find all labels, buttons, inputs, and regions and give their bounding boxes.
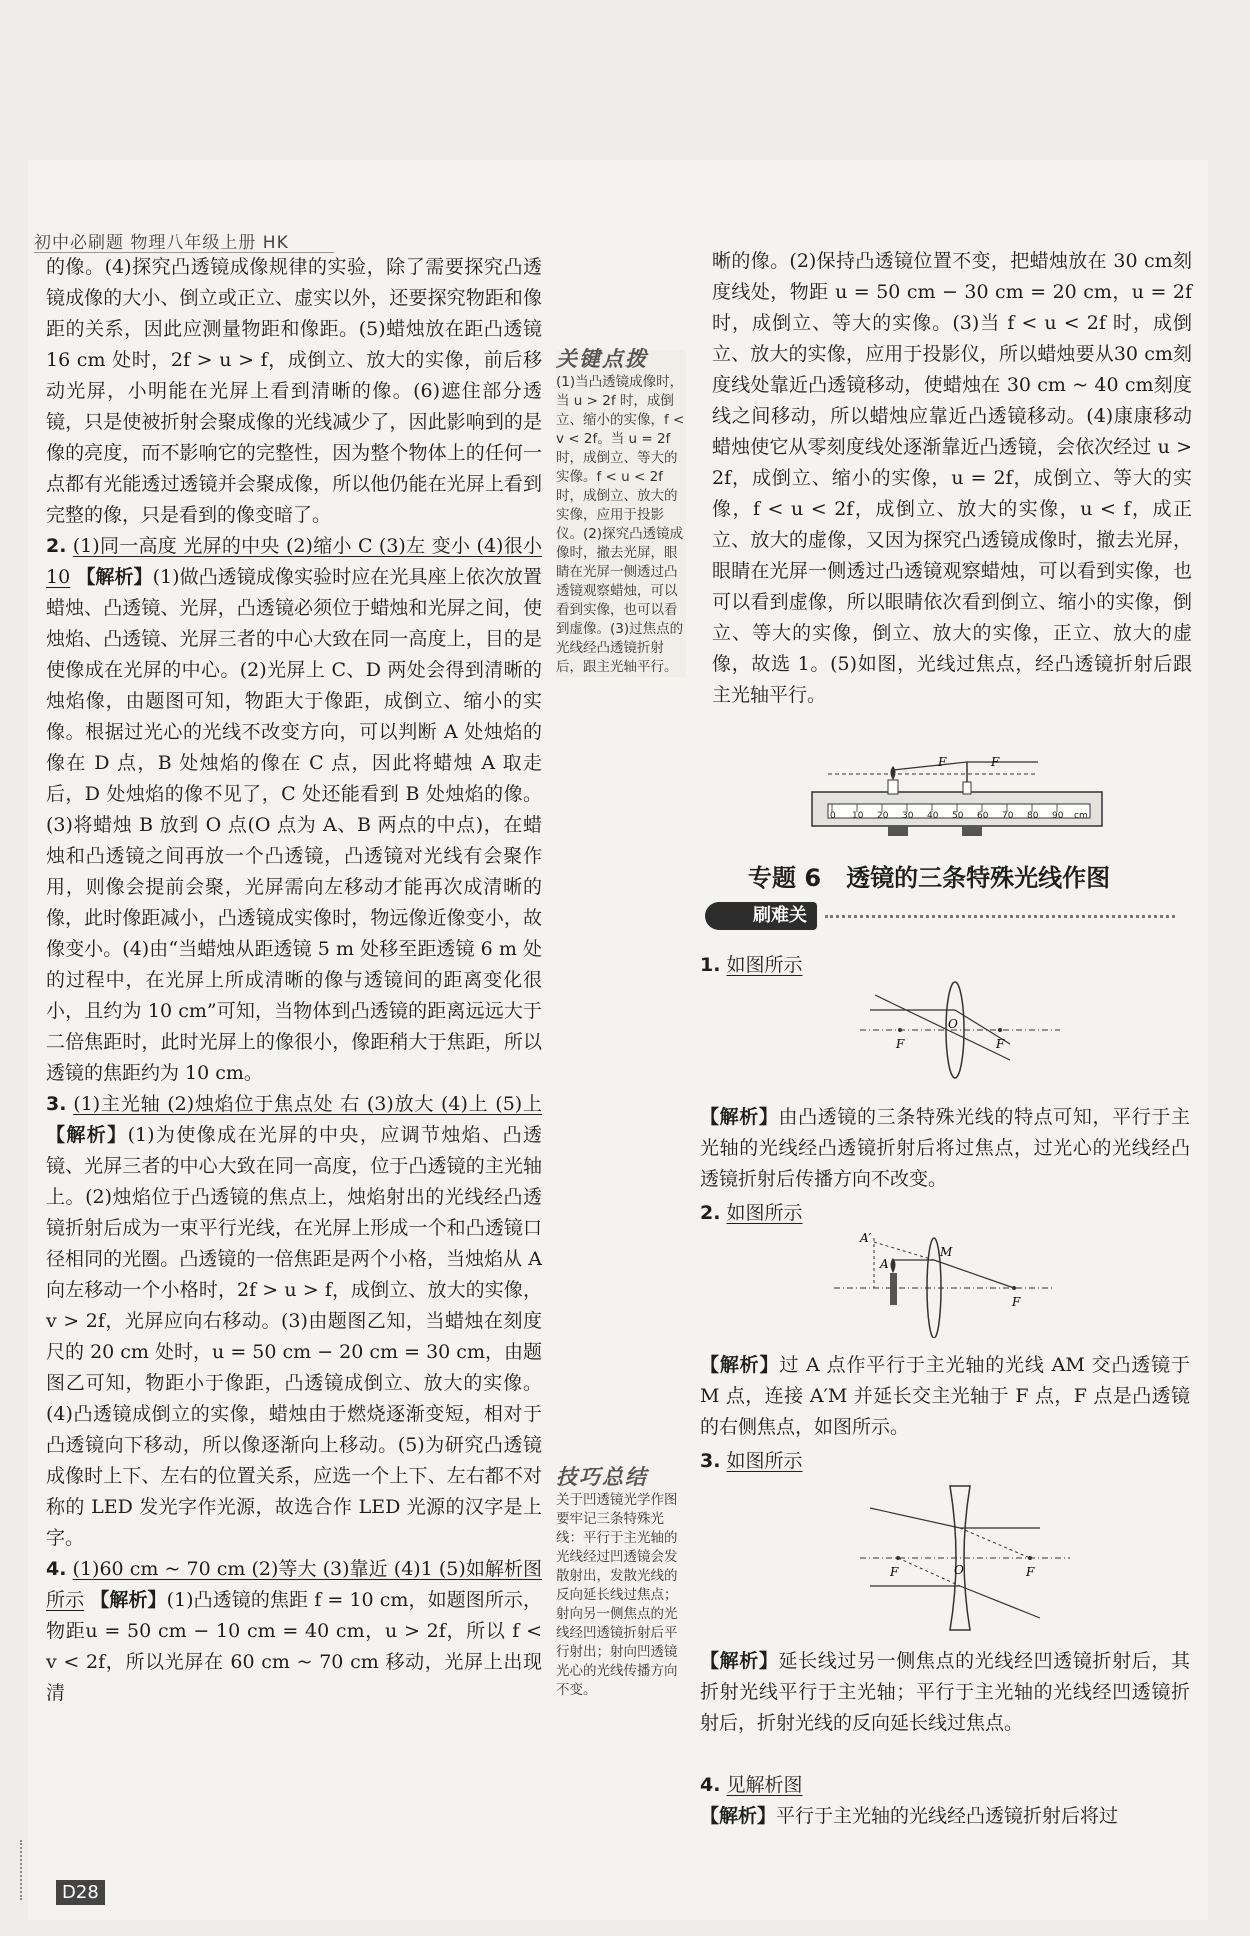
right-para-continued: 晰的像。(2)保持凸透镜位置不变，把蜡烛放在 30 cm刻度线处，物距 u = 50 cm − 30 cm = 20 cm，u = 2f 时，成倒立、等大的实像。(3)当 f < u < 2f 时，成倒立、放大的实像，应用于投影仪，所以蜡烛要从30 cm刻度线处靠近凸透镜移动，使蜡烛在 30 cm ~ 40 cm刻度线之间移动，所以蜡烛应靠近凸透镜移动。(4)康康移动蜡烛使它从零刻度线处逐渐靠近凸透镜，会依次经过 u > 2f，成倒立、缩小的实像，u = 2f，成倒立、等大的实像，f < u < 2f，成倒立、放大的实像，u < f，成正立、放大的虚像，又因为探究凸透镜成像时，撤去光屏，眼睛在光屏一侧透过凸透镜观察蜡烛，可以看到实像，也可以看到虚像，所以眼睛依次看到倒立、缩小的实像，倒立、等大的实像，倒立、放大的实像，正立、放大的虚像，故选 1。(5)如图，光线过焦点，经凸透镜折射后跟主光轴平行。 (712, 250, 1192, 706)
topic-title: 透镜的三条特殊光线作图 (846, 864, 1111, 892)
concave-lens-diagram (850, 1478, 1080, 1638)
bench-tick: cm (1074, 811, 1088, 821)
incidence-point-label: M (940, 1245, 953, 1259)
page-number: D28 (56, 1880, 105, 1905)
q-number: 3. (700, 1450, 721, 1472)
optical-center-label: O (954, 1563, 964, 1577)
convex-lens-diagram-2 (834, 1228, 1054, 1338)
sidebar-text: 关于凹透镜光学作图要牢记三条特殊光线：平行于主光轴的光线经过凹透镜会发散射出，发散光线的反向延长线过焦点；射向另一侧焦点的光线经凹透镜折射后平行射出；射向凹透镜光心的光线传播方向不变。 (556, 1492, 678, 1698)
bench-tick: 0 (830, 811, 836, 821)
object-point-label: A (880, 1257, 889, 1271)
optical-center-label: O (948, 1017, 958, 1031)
item-answer: (1)主光轴 (2)烛焰位于焦点处 右 (3)放大 (4)上 (5)上 (73, 1093, 542, 1115)
analysis-text: 延长线过另一侧焦点的光线经凹透镜折射后，其折射光线平行于主光轴；平行于主光轴的光线经凹透镜折射后，折射光线的反向延长线过焦点。 (700, 1650, 1190, 1734)
analysis-tag: 【解析】 (76, 566, 153, 588)
bench-tick: 80 (1027, 811, 1039, 821)
bench-tick: 20 (877, 811, 889, 821)
q-answer: 如图所示 (726, 954, 803, 976)
item-answer: (1)60 cm ~ 70 cm (2)等大 (3)靠近 (4)1 (5)如解析图所示 (46, 1558, 542, 1611)
banner-badge: 刷难关 (705, 902, 817, 930)
banner-dots (825, 915, 1175, 918)
analysis-tag: 【解析】 (700, 1106, 779, 1128)
answer-item-2 (46, 531, 542, 1089)
bench-tick: 90 (1052, 811, 1064, 821)
question-3 (700, 1446, 1190, 1477)
item-analysis: (1)凸透镜的焦距 f = 10 cm，如题图所示，物距u = 50 cm − 10 cm = 40 cm，u > 2f，所以 f < v < 2f，所以光屏在 60 cm ~ 70 cm 移动，光屏上出现清 (46, 1589, 542, 1704)
bench-tick: 30 (902, 811, 914, 821)
section-banner (703, 900, 1183, 934)
answer-item-4 (46, 1554, 542, 1709)
q-number: 4. (700, 1774, 721, 1796)
item-number: 3. (46, 1093, 67, 1115)
item-analysis: (1)做凸透镜成像实验时应在光具座上依次放置蜡烛、凸透镜、光屏，凸透镜必须位于蜡烛和光屏之间，使烛焰、凸透镜、光屏三者的中心大致在同一高度上，目的是使像成在光屏的中心。(2)光屏上 C、D 两处会得到清晰的烛焰像，由题图可知，物距大于像距，成倒立、缩小的实像。根据过光心的光线不改变方向，可以判断 A 处烛焰的像在 D 点，B 处烛焰的像在 C 点，因此将蜡烛 A 取走后，D 处烛焰的像不见了，C 处还能看到 B 处烛焰的像。(3)将蜡烛 B 放到 O 点(O 点为 A、B 两点的中点)，在蜡烛和凸透镜之间再放一个凸透镜，凸透镜对光线有会聚作用，则像会提前会聚，光屏需向左移动才能再次成清晰的像，此时像距减小，凸透镜成实像时，物远像近像变小，故像变小。(4)由“当蜡烛从距透镜 5 m 处移至距透镜 6 m 处的过程中，在光屏上所成清晰的像与透镜间的距离变化很小，且约为 10 cm”可知，当物体到凸透镜的距离远远大于二倍焦距时，此时光屏上的像很小，像距稍大于焦距，所以透镜的焦距约为 10 cm。 (46, 566, 542, 1084)
analysis-tag: 【解析】 (700, 1650, 779, 1672)
analysis-tag: 【解析】 (700, 1354, 780, 1376)
left-column (46, 252, 542, 1709)
analysis-text: 由凸透镜的三条特殊光线的特点可知，平行于主光轴的光线经凸透镜折射后将过焦点，过光心的光线经凸透镜折射后传播方向不改变。 (700, 1106, 1190, 1190)
q-answer: 如图所示 (726, 1450, 803, 1472)
focus-label: F (1026, 1565, 1035, 1579)
q-answer: 见解析图 (726, 1774, 803, 1796)
item-answer: (1)同一高度 光屏的中央 (2)缩小 C (3)左 变小 (4)很小 10 (46, 535, 542, 588)
focus-label: F (996, 1037, 1005, 1051)
bench-tick: 50 (952, 811, 964, 821)
analysis-tag: 【解析】 (700, 1805, 777, 1827)
page-corner-mark (20, 1840, 52, 1900)
question-1 (700, 950, 1190, 981)
q-number: 2. (700, 1202, 721, 1224)
sidebar-text: (1)当凸透镜成像时，当 u > 2f 时，成倒立、缩小的实像，f < v < 2f。当 u = 2f 时，成倒立、等大的实像。f < u < 2f 时，成倒立、放大的实像，应用于投影仪。(2)探究凸透镜成像时，撤去光屏，眼睛在光屏一侧透过凸透镜观察蜡烛，可以看到实像，也可以看到虚像。(3)过焦点的光线经凸透镜折射后，跟主光轴平行。 (556, 374, 685, 675)
right-column-top (712, 246, 1192, 711)
item-analysis: (1)为使像成在光屏的中央，应调节烛焰、凸透镜、光屏三者的中心大致在同一高度，位于凸透镜的主光轴上。(2)烛焰位于凸透镜的焦点上，烛焰射出的光线经凸透镜折射后成为一束平行光线，在光屏上形成一个和凸透镜口径相同的光圈。凸透镜的一倍焦距是两个小格，当烛焰从 A 向左移动一个小格时，2f > u > f，成倒立、放大的实像，v > 2f，光屏应向右移动。(3)由题图乙知，当蜡烛在刻度尺的 20 cm 处时，u = 50 cm − 20 cm = 30 cm，由题图乙可知，物距小于像距，凸透镜成倒立、放大的实像。(4)凸透镜成倒立的实像，蜡烛由于燃烧逐渐变短，相对于凸透镜向下移动，所以像逐渐向上移动。(5)为研究凸透镜成像时上下、左右的位置关系，应选一个上下、左右都不对称的 LED 发光字作光源，故选合作 LED 光源的汉字是上字。 (46, 1124, 542, 1549)
analysis-tag: 【解析】 (90, 1589, 167, 1611)
page-header: 初中必刷题 物理八年级上册 HK (34, 233, 289, 253)
sidebar-title: 关键点拨 (556, 347, 648, 371)
topic-number: 专题 6 (748, 864, 822, 892)
bench-tick: 70 (1002, 811, 1014, 821)
focus-label: F (890, 1565, 899, 1579)
left-para-continued: 的像。(4)探究凸透镜成像规律的实验，除了需要探究凸透镜成像的大小、倒立或正立、虚实以外，还要探究物距和像距的关系，因此应测量物距和像距。(5)蜡烛放在距凸透镜 16 cm 处时，2f > u > f，成倒立、放大的实像，前后移动光屏，小明能在光屏上看到清晰的像。(6)遮住部分透镜，只是使被折射会聚成像的光线减少了，因此影响到的是像的亮度，而不影响它的完整性，因为整个物体上的任何一点都有光能透过透镜并会聚成像，所以他仍能在光屏上看到完整的像，只是看到的像变暗了。 (46, 256, 542, 526)
image-point-label: A′ (860, 1231, 872, 1245)
sidebar-tips (556, 1465, 686, 1700)
convex-lens-diagram (860, 980, 1060, 1080)
answer-item-3 (46, 1089, 542, 1554)
sidebar-title: 技巧总结 (556, 1465, 648, 1489)
optical-bench-diagram (808, 752, 1108, 852)
topic-heading (748, 858, 1110, 893)
item-number: 4. (46, 1558, 67, 1580)
q-answer: 如图所示 (726, 1202, 803, 1224)
question-4 (700, 1770, 1190, 1832)
bench-tick: 60 (977, 811, 989, 821)
bench-tick: 40 (927, 811, 939, 821)
analysis-text: 平行于主光轴的光线经凸透镜折射后将过 (776, 1805, 1119, 1827)
focus-label: F (938, 755, 947, 769)
question-3-analysis (700, 1646, 1190, 1739)
q-number: 1. (700, 954, 721, 976)
focus-label: F (896, 1037, 905, 1051)
sidebar-key-points (556, 347, 686, 677)
bench-tick: 10 (852, 811, 864, 821)
question-2-analysis (700, 1350, 1190, 1443)
item-number: 2. (46, 535, 67, 557)
question-2 (700, 1198, 1190, 1229)
analysis-tag: 【解析】 (46, 1124, 128, 1146)
question-1-analysis (700, 1102, 1190, 1195)
focus-label: F (1012, 1295, 1021, 1309)
focus-label: F (991, 755, 1000, 769)
analysis-text: 过 A 点作平行于主光轴的光线 AM 交凸透镜于 M 点，连接 A′M 并延长交主光轴于 F 点，F 点是凸透镜的右侧焦点，如图所示。 (700, 1354, 1190, 1438)
